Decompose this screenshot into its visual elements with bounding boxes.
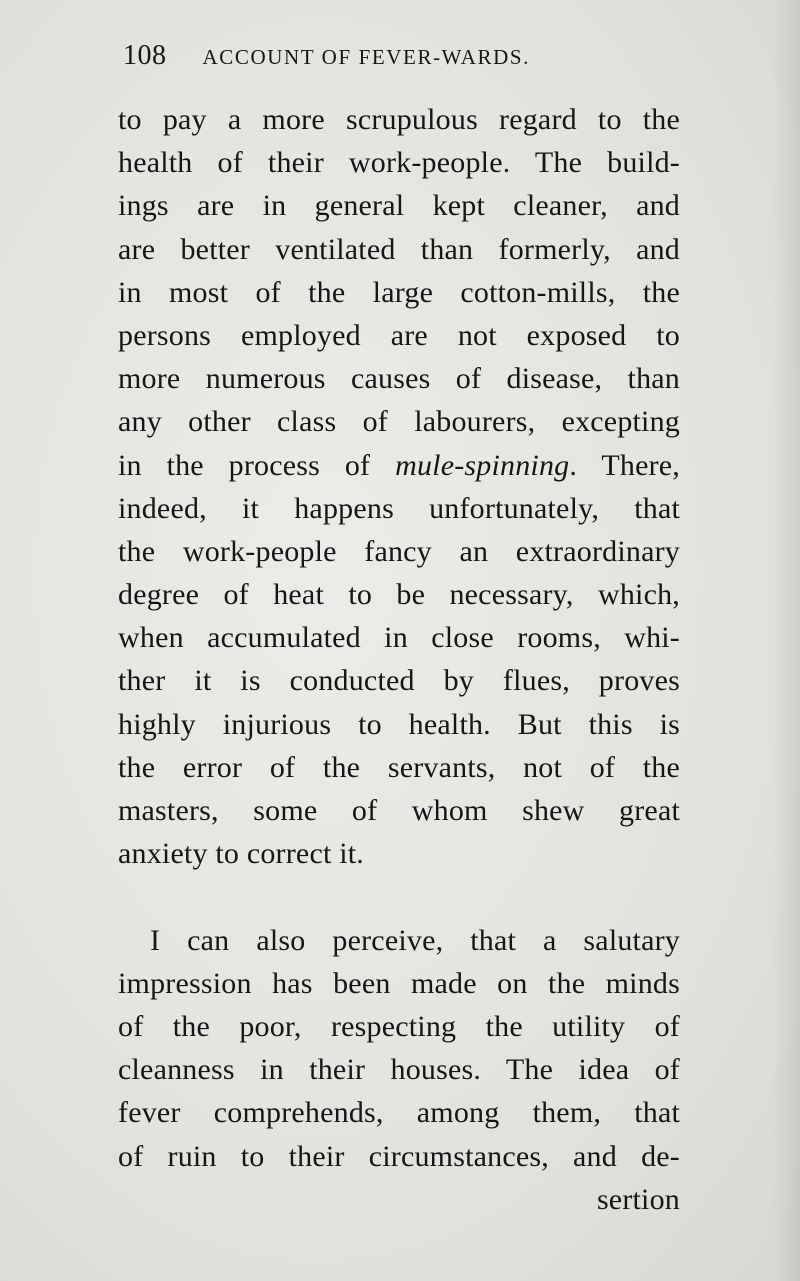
text-line: degree of heat to be necessary, which, [118,578,680,612]
page-edge-shadow [772,0,800,1281]
text-line: ther it is conducted by flues, proves [118,664,680,698]
text-line: anxiety to correct it. [118,837,364,871]
text-line: impression has been made on the minds [118,966,680,1000]
page-body [118,98,680,1221]
text-line: highly injurious to health. But this is [118,707,680,741]
text-line: ings are in general kept cleaner, and [118,189,680,223]
running-title: ACCOUNT OF FEVER-WARDS. [202,45,531,69]
line-text: in the process of [118,448,396,482]
text-line: more numerous causes of disease, than [118,362,680,396]
text-line: to pay a more scrupulous regard to the [118,103,680,136]
text-line: I can also perceive, that a salutary [150,923,680,957]
page-number: 108 [123,40,167,71]
text-line-with-italic [118,444,680,487]
text-line: are better ventilated than formerly, and [118,232,680,266]
text-line: in most of the large cotton-mills, the [118,275,680,309]
text-line: when accumulated in close rooms, whi- [118,621,680,655]
text-line: fever comprehends, among them, that [118,1096,680,1130]
paragraph-2 [118,919,680,1178]
line-text: . There, [569,448,680,482]
text-line: any other class of labourers, excepting [118,405,680,439]
paragraph-gap [118,875,680,918]
text-line: cleanness in their houses. The idea of [118,1053,680,1087]
catchword: sertion [596,1182,680,1216]
text-line: the error of the servants, not of the [118,750,680,784]
text-line: masters, some of whom shew great [118,794,680,827]
page-header [123,40,623,80]
text-line: the work-people fancy an extraordinary [118,534,680,568]
italic-term: mule-spinning [395,448,570,482]
text-line: of ruin to their circumstances, and de- [118,1139,680,1173]
text-line: health of their work-people. The build- [118,146,680,180]
text-line: indeed, it happens unfortunately, that [118,491,680,525]
text-line: of the poor, respecting the utility of [118,1009,680,1043]
text-line: persons employed are not exposed to [118,318,680,352]
paragraph-1 [118,98,680,875]
